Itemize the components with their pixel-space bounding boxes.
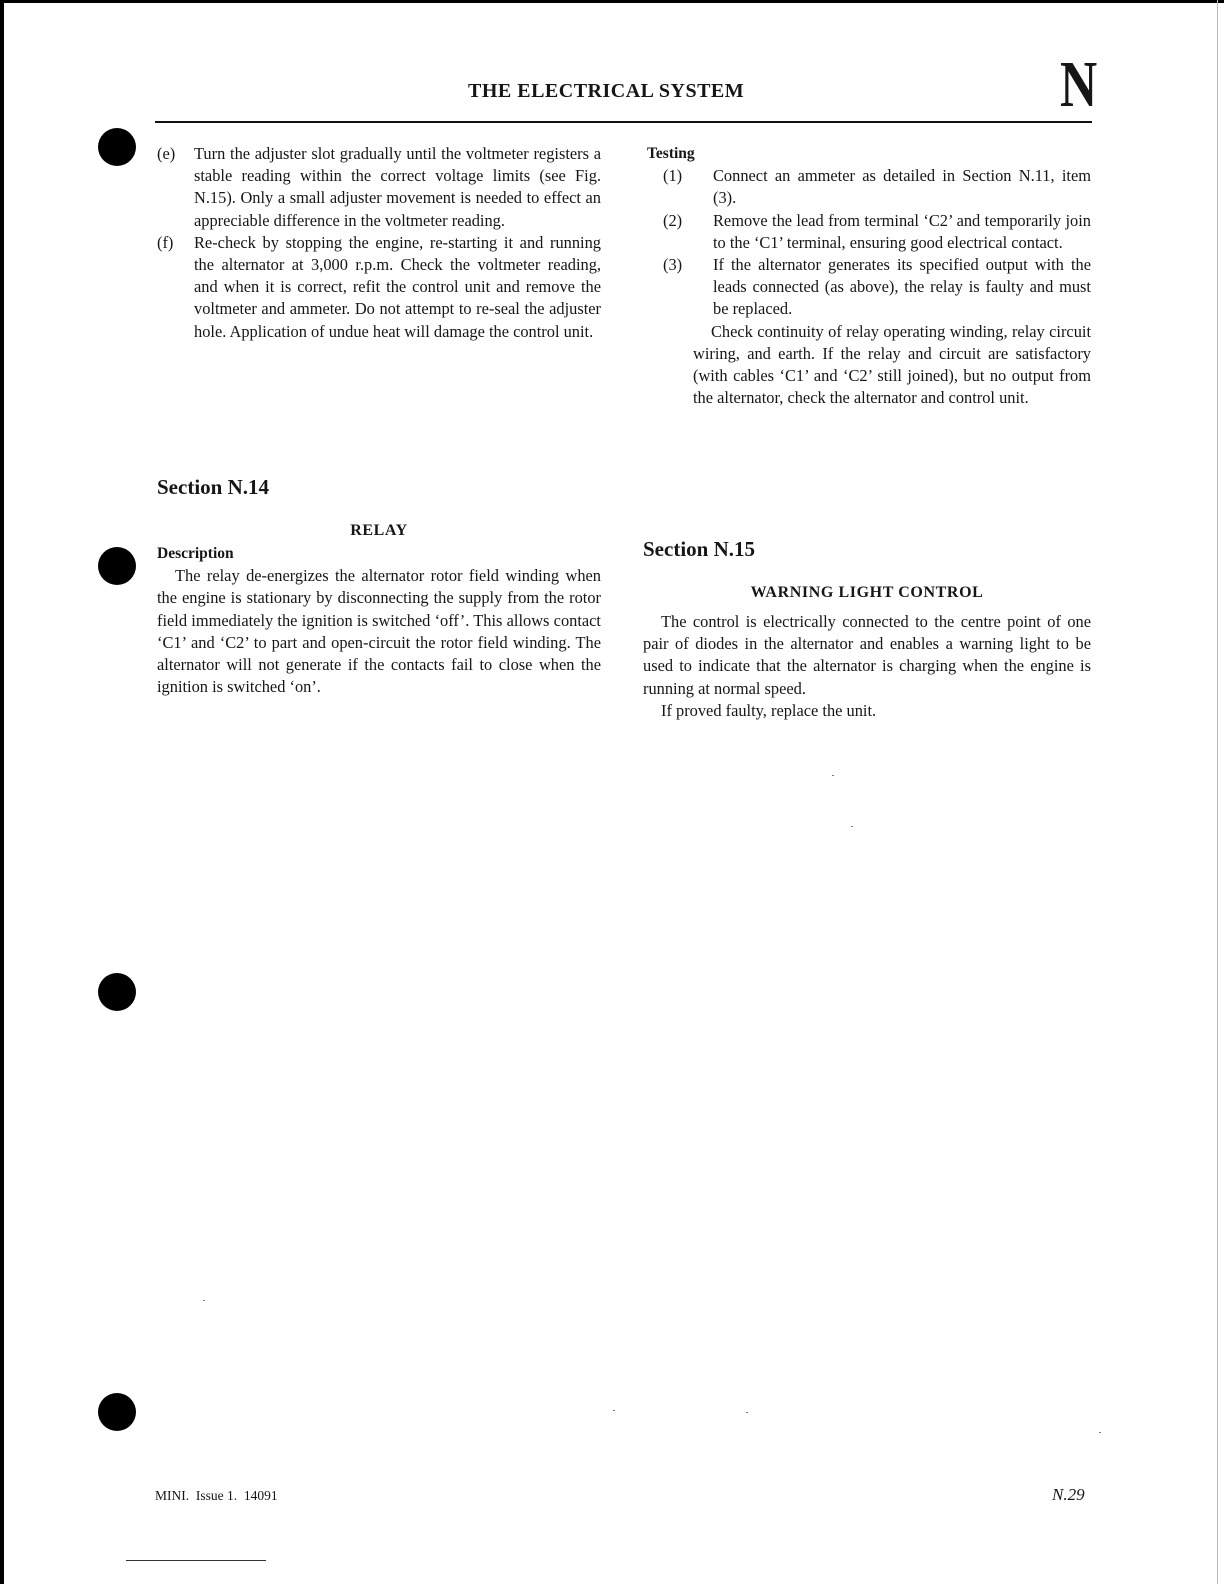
page-frame-top [0, 0, 1224, 3]
testing-item-1-text: Connect an ammeter as detailed in Section N.11, item (3). [713, 166, 1091, 208]
warning-light-body [643, 611, 1091, 722]
page-frame-left [0, 0, 4, 1584]
section-n15-title: Section N.15 [643, 537, 755, 561]
relay-description [157, 543, 601, 698]
item-e [110, 143, 601, 232]
testing-item-2-text: Remove the lead from terminal ‘C2’ and temporarily join to the ‘C1’ terminal, ensuring good electrical contact. [713, 210, 1091, 252]
page-bottom-mark [126, 1560, 266, 1561]
testing-item-3-label: (3) [663, 255, 683, 275]
testing-item-2-label: (2) [663, 210, 683, 230]
item-e-label: (e) [157, 144, 176, 163]
testing-heading: Testing [647, 145, 695, 162]
punch-hole-4 [98, 1393, 136, 1431]
warning-light-paragraph-1: The control is electrically connected to the centre point of one pair of diodes in the alternator and enables a warning light to be used to indicate that the alternator is charging when the engine is running at normal speed. [643, 612, 1091, 698]
scan-speck [746, 1412, 748, 1413]
relay-description-text: The relay de-energizes the alternator rotor field winding when the engine is stationary by disconnecting the supply from the rotor field immediately the ignition is switched ‘off’. This allows contact ‘C1’ and ‘C2’ to part and open-circuit the rotor field winding. The alternator will not generate if the contacts fail to close when the ignition is switched ‘on’. [157, 566, 601, 697]
page-number: N.29 [1052, 1485, 1085, 1504]
page-frame-right [1217, 0, 1218, 1584]
scan-speck [851, 826, 853, 827]
testing-item-3-text: If the alternator generates its specified output with the leads connected (as above), the relay is faulty and must be replaced. [713, 255, 1091, 319]
testing-item-3 [643, 254, 1091, 321]
testing-continuation: Check continuity of relay operating winding, relay circuit wiring, and earth. If the relay and circuit are satisfactory (with cables ‘C1’ and ‘C2’ still joined), but no output from the alternator, check the alternator and control unit. [693, 321, 1091, 408]
section-letter: N [1060, 48, 1098, 121]
scan-speck [832, 775, 834, 776]
description-subheading: Description [157, 545, 234, 562]
testing-block [643, 143, 1091, 409]
warning-light-heading: WARNING LIGHT CONTROL [750, 584, 984, 601]
left-column-items [157, 143, 601, 343]
item-f-text: Re-check by stopping the engine, re-starting it and running the alternator at 3,000 r.p.m. Check the voltmeter reading, and when it is correct, refit the control unit and remove the voltmeter and ammeter. Do not attempt to re-seal the adjuster hole. Application of undue heat will damage the control unit. [194, 232, 601, 341]
header-rule [155, 121, 1092, 123]
relay-heading: RELAY [350, 522, 408, 539]
scan-speck [613, 1410, 615, 1411]
punch-hole-3 [98, 973, 136, 1011]
item-e-text: Turn the adjuster slot gradually until the voltmeter registers a stable reading within the correct voltage limits (see Fig. N.15). Only a small adjuster movement is needed to effect an appreciable difference in the voltmeter reading. [194, 144, 601, 230]
footer-issue-info: MINI. Issue 1. 14091 [155, 1488, 278, 1503]
scan-speck [1099, 1432, 1101, 1433]
testing-item-1 [643, 165, 1091, 209]
testing-item-1-label: (1) [663, 166, 683, 186]
page-header-title: THE ELECTRICAL SYSTEM [468, 80, 745, 102]
punch-hole-2 [98, 547, 136, 585]
warning-light-paragraph-2: If proved faulty, replace the unit. [661, 700, 877, 720]
section-n14-title: Section N.14 [157, 475, 269, 499]
scan-speck [203, 1300, 205, 1301]
testing-continuation-wrap [643, 321, 1091, 410]
item-f-label: (f) [157, 232, 174, 252]
testing-item-2 [643, 210, 1091, 254]
item-f [110, 232, 601, 343]
